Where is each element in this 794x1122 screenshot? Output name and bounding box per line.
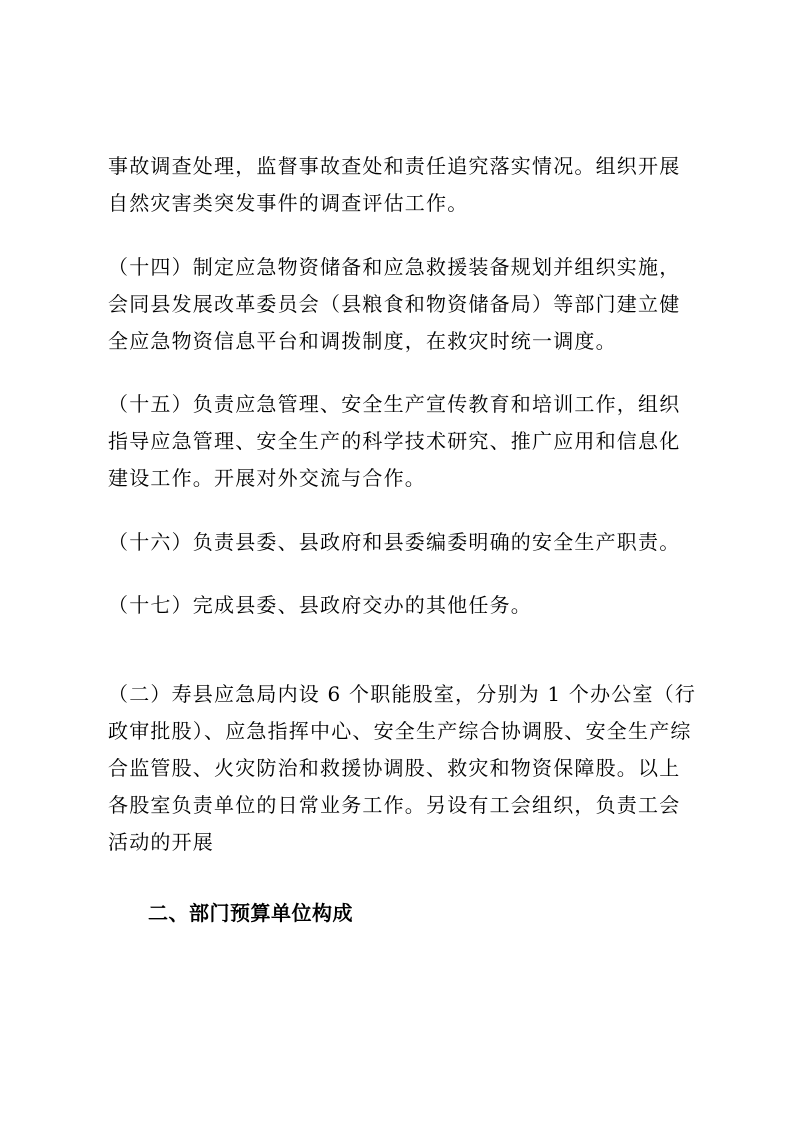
paragraph-item-17: （十七）完成县委、县政府交办的其他任务。: [108, 593, 532, 617]
paragraph-item-15: （十五）负责应急管理、安全生产宣传教育和培训工作，组织指导应急管理、安全生产的科学技术研究、推广应用和信息化建设工作。开展对外交流与合作。: [108, 392, 681, 490]
paragraph-internal-departments: （二）寿县应急局内设 6 个职能股室，分别为 1 个办公室（行政审批股）、应急指挥中心、安全生产综合协调股、安全生产综合监管股、火灾防治和救援协调股、救灾和物资保障股。以上各股室负责单位的日常业务工作。另设有工会组织，负责工会活动的开展: [108, 682, 697, 854]
paragraph-item-14: （十四）制定应急物资储备和应急救援装备规划并组织实施，会同县发展改革委员会（县粮食和物资储备局）等部门建立健全应急物资信息平台和调拨制度，在救灾时统一调度。: [108, 255, 681, 353]
paragraph-item-16: （十六）负责县委、县政府和县委编委明确的安全生产职责。: [108, 530, 681, 554]
paragraph-accident-investigation: 事故调查处理，监督事故查处和责任追究落实情况。组织开展自然灾害类突发事件的调查评估工作。: [108, 154, 681, 215]
section-heading: 二、部门预算单位构成: [148, 901, 353, 925]
